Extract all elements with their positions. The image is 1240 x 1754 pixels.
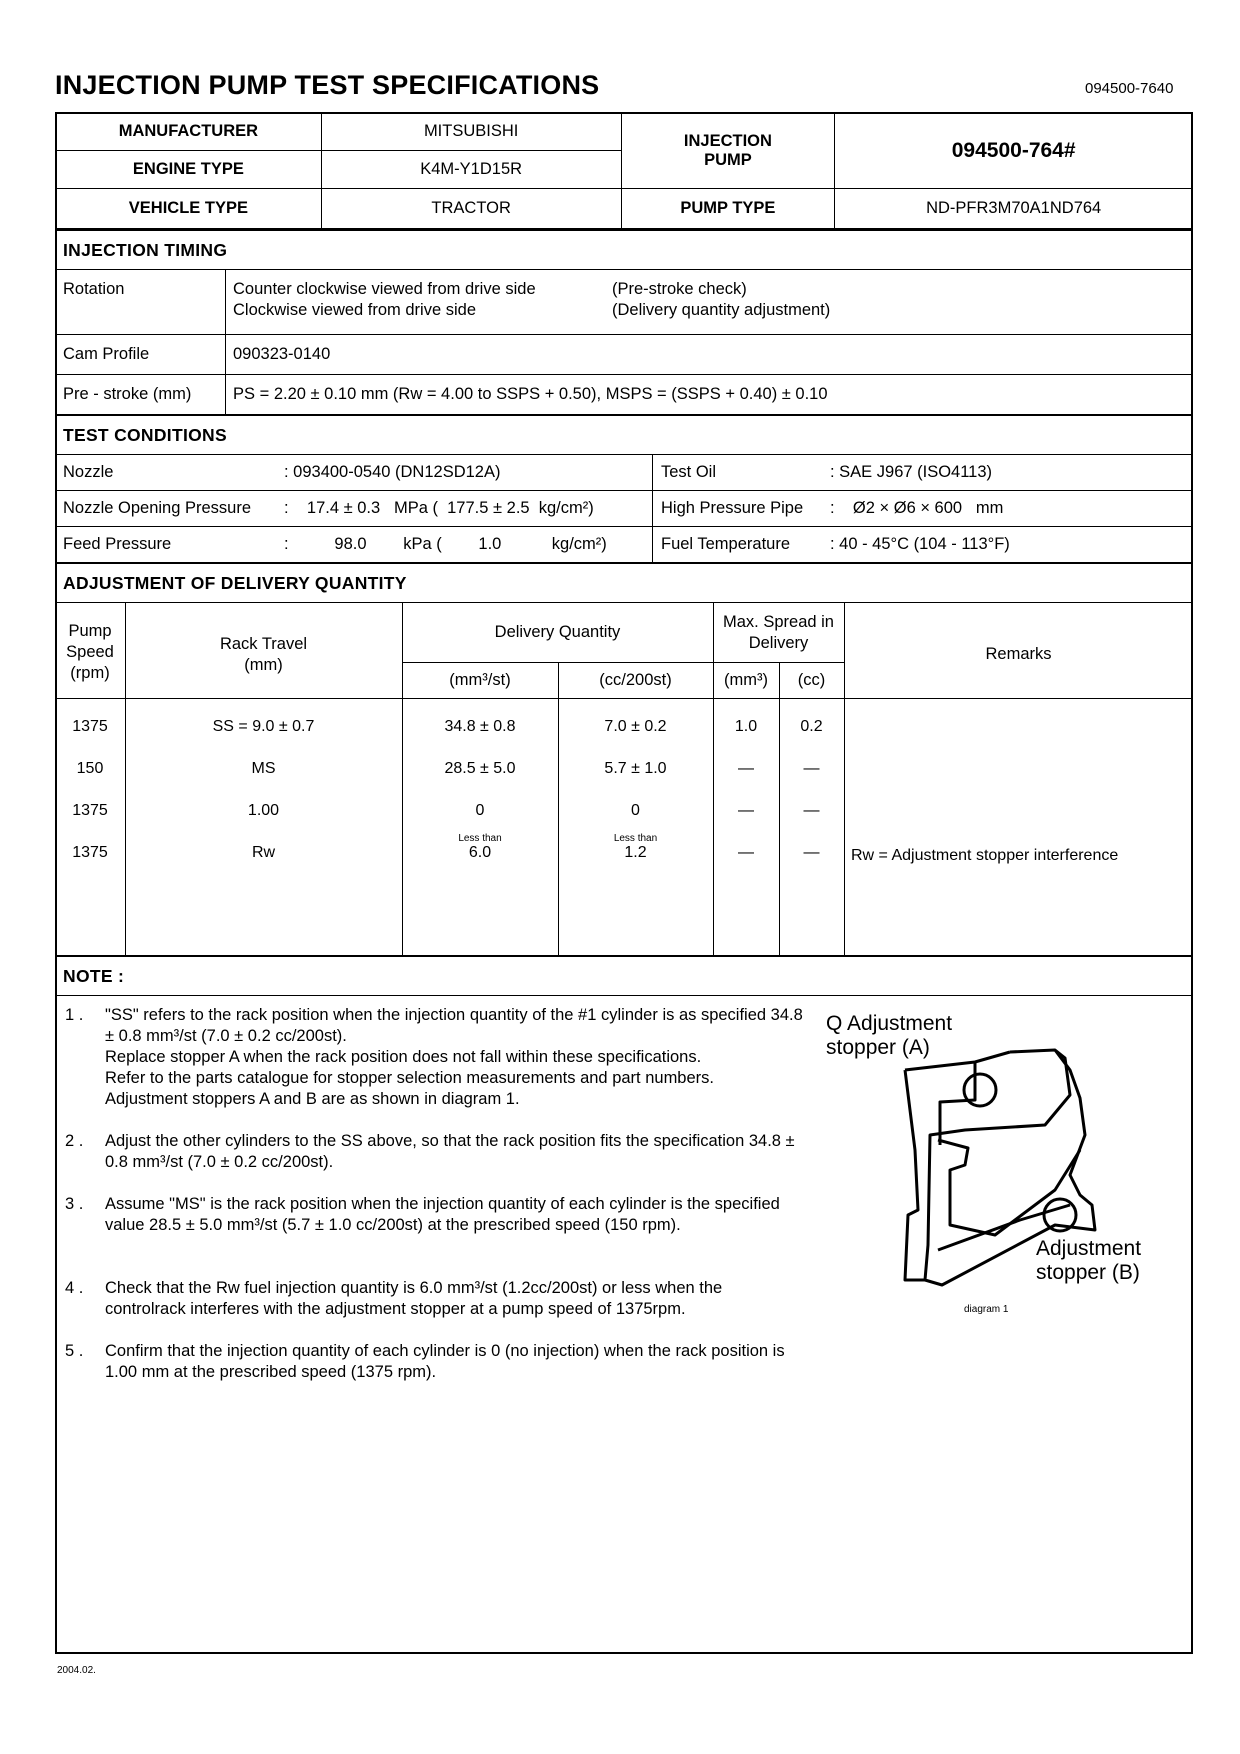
delivery-adjustment-heading: ADJUSTMENT OF DELIVERY QUANTITY [55, 562, 1193, 602]
row-q-mm3: 0 [475, 802, 485, 819]
unit-spread-mm3: (mm³) [724, 671, 768, 689]
notes-divider [55, 995, 1193, 996]
note-number: 3 . [65, 1195, 84, 1213]
row-rack: SS = 9.0 ± 0.7 [212, 718, 315, 735]
stopper-a-hole [964, 1074, 996, 1106]
footer-date: 2004.02. [57, 1665, 96, 1676]
col-max-spread: Max. Spread in Delivery [723, 613, 834, 652]
feed-pressure-row [55, 526, 1193, 562]
note-number: 5 . [65, 1342, 84, 1360]
row-speed: 1375 [72, 718, 108, 735]
rotation-row [55, 269, 1193, 334]
vehicle-type-label: VEHICLE TYPE [56, 189, 322, 229]
feed-pressure-label: Feed Pressure [63, 535, 172, 553]
high-pressure-pipe-label: High Pressure Pipe [661, 499, 804, 517]
injection-timing-heading: INJECTION TIMING [55, 229, 1193, 269]
stopper-b-label-line1: Adjustment [1036, 1237, 1142, 1260]
rotation-line-1-note: (Pre-stroke check) [612, 280, 747, 298]
injection-pump-label [621, 113, 835, 189]
rotation-line-2: Clockwise viewed from drive side [233, 301, 476, 319]
divider [225, 335, 226, 375]
rotation-line-2-note: (Delivery quantity adjustment) [612, 301, 831, 319]
divider [652, 527, 653, 563]
note-text: "SS" refers to the rack position when the injection quantity of the #1 cylinder is as specified 34.8 ± 0.8 mm³/st (7.0 ± 0.2 cc/200st). Replace stopper A when the rack position does not fall within these specifications. Refer to the parts catalogue for stopper selection measurements and part numbers. Adjustment stoppers A and B are as shown in diagram 1. [105, 1006, 803, 1108]
prestroke-label: Pre - stroke (mm) [63, 385, 192, 403]
test-oil-value: : SAE J967 (ISO4113) [830, 463, 993, 481]
row-spread-mm3: — [738, 844, 754, 861]
engine-type-label: ENGINE TYPE [56, 151, 322, 189]
engine-type-value: K4M-Y1D15R [321, 151, 621, 189]
nozzle-value: : 093400-0540 (DN12SD12A) [284, 463, 501, 481]
row-q-cc: 5.7 ± 1.0 [604, 760, 667, 777]
less-than-label: Less than [613, 833, 658, 844]
unit-cc-200st: (cc/200st) [599, 671, 672, 689]
stopper-b-label [1036, 1237, 1141, 1285]
row-q-cc: 7.0 ± 0.2 [604, 718, 667, 735]
unit-spread-cc: (cc) [797, 671, 826, 689]
row-q-cc-value: 1.2 [624, 844, 647, 861]
col-delivery-quantity: Delivery Quantity [494, 623, 621, 641]
less-than-label: Less than [458, 833, 502, 844]
document-number: 094500-7640 [1085, 80, 1174, 97]
fuel-temperature-value: : 40 - 45°C (104 - 113°F) [830, 535, 1010, 553]
divider [652, 455, 653, 491]
notes-heading: NOTE : [55, 955, 1193, 995]
test-conditions-heading: TEST CONDITIONS [55, 414, 1193, 454]
row-spread-mm3: — [738, 802, 754, 819]
divider [225, 270, 226, 335]
manufacturer-value: MITSUBISHI [321, 113, 621, 151]
note-number: 2 . [65, 1132, 84, 1150]
row-speed: 1375 [72, 844, 108, 861]
stopper-b-label-line2: stopper (B) [1036, 1261, 1140, 1284]
col-rack-travel-unit: (mm) [244, 656, 283, 674]
stopper-inner-edge [938, 1140, 1080, 1235]
cam-profile-row [55, 334, 1193, 374]
fuel-temperature-label: Fuel Temperature [661, 535, 791, 553]
feed-pressure-value: : 98.0 kPa ( 1.0 kg/cm²) [284, 535, 607, 553]
table-row [55, 834, 1193, 886]
row-spread-cc: — [803, 844, 820, 861]
row-q-mm3: 34.8 ± 0.8 [444, 718, 516, 735]
divider [402, 662, 844, 663]
delivery-table [55, 602, 1193, 955]
pump-type-value: ND-PFR3M70A1ND764 [835, 189, 1193, 229]
row-rack: MS [251, 760, 276, 777]
note-text: Check that the Rw fuel injection quantity is 6.0 mm³/st (1.2cc/200st) or less when the controlrack interferes with the adjustment stopper at a pump speed of 1375rpm. [105, 1279, 723, 1318]
nozzle-label: Nozzle [63, 463, 114, 481]
rotation-line-1: Counter clockwise viewed from drive side [233, 280, 536, 298]
row-q-cc [558, 834, 713, 861]
manufacturer-label: MANUFACTURER [56, 113, 322, 151]
divider [652, 491, 653, 527]
pump-type-label: PUMP TYPE [621, 189, 835, 229]
row-remarks: Rw = Adjustment stopper interference [851, 847, 1119, 864]
table-row [55, 760, 1193, 802]
rotation-label: Rotation [63, 280, 125, 298]
table-row [55, 718, 1193, 760]
stopper-a-label-line1: Q Adjustment [826, 1012, 953, 1035]
cam-profile-value: 090323-0140 [233, 345, 331, 363]
prestroke-row [55, 374, 1193, 414]
row-spread-mm3: 1.0 [734, 718, 758, 735]
row-spread-cc: — [803, 802, 820, 819]
unit-mm3-st: (mm³/st) [449, 671, 511, 689]
row-q-mm3-value: 6.0 [468, 844, 492, 861]
row-spread-mm3: — [738, 760, 754, 777]
nozzle-row [55, 454, 1193, 490]
row-rack: 1.00 [247, 802, 280, 819]
injection-pump-label-line1: INJECTION [683, 131, 772, 150]
divider [225, 375, 226, 415]
row-q-mm3 [402, 834, 558, 861]
prestroke-value: PS = 2.20 ± 0.10 mm (Rw = 4.00 to SSPS + 0.50), MSPS = (SSPS + 0.40) ± 0.10 [233, 385, 828, 403]
divider [55, 698, 1193, 699]
test-oil-label: Test Oil [661, 463, 717, 481]
cam-profile-label: Cam Profile [63, 345, 150, 363]
note-text: Assume "MS" is the rack position when the injection quantity of each cylinder is the specified value 28.5 ± 5.0 mm³/st (5.7 ± 1.0 cc/200st) at the prescribed speed (150 rpm). [105, 1195, 780, 1234]
row-q-cc: 0 [631, 802, 640, 819]
col-pump-speed: Pump Speed (rpm) [66, 622, 114, 682]
col-remarks: Remarks [985, 645, 1052, 663]
row-spread-cc: 0.2 [800, 718, 823, 735]
diagram-caption: diagram 1 [964, 1304, 1009, 1315]
nozzle-opening-pressure-value: : 17.4 ± 0.3 MPa ( 177.5 ± 2.5 kg/cm²) [284, 499, 594, 517]
page-title: INJECTION PUMP TEST SPECIFICATIONS [55, 70, 600, 100]
col-rack-travel-label: Rack Travel [219, 635, 308, 653]
injection-pump-value: 094500-764# [835, 113, 1193, 189]
row-q-mm3: 28.5 ± 5.0 [444, 760, 516, 777]
note-text: Confirm that the injection quantity of each cylinder is 0 (no injection) when the rack position is 1.00 mm at the prescribed speed (1375 rpm). [105, 1342, 785, 1381]
row-speed: 1375 [72, 802, 108, 819]
row-rack: Rw [251, 844, 276, 861]
row-spread-cc: — [803, 760, 820, 777]
nozzle-opening-pressure-label: Nozzle Opening Pressure [63, 499, 252, 517]
col-rack-travel [125, 634, 402, 676]
note-number: 4 . [65, 1279, 84, 1297]
row-speed: 150 [76, 760, 104, 777]
injection-pump-label-line2: PUMP [704, 150, 752, 169]
high-pressure-pipe-value: : Ø2 × Ø6 × 600 mm [830, 499, 1004, 517]
note-text: Adjust the other cylinders to the SS above, so that the rack position fits the specification 34.8 ± 0.8 mm³/st (7.0 ± 0.2 cc/200st). [105, 1132, 795, 1171]
vehicle-type-value: TRACTOR [321, 189, 621, 229]
note-number: 1 . [65, 1006, 84, 1024]
nozzle-opening-pressure-row [55, 490, 1193, 526]
header-table [55, 112, 1193, 229]
stopper-a-label-line2: stopper (A) [826, 1036, 930, 1059]
